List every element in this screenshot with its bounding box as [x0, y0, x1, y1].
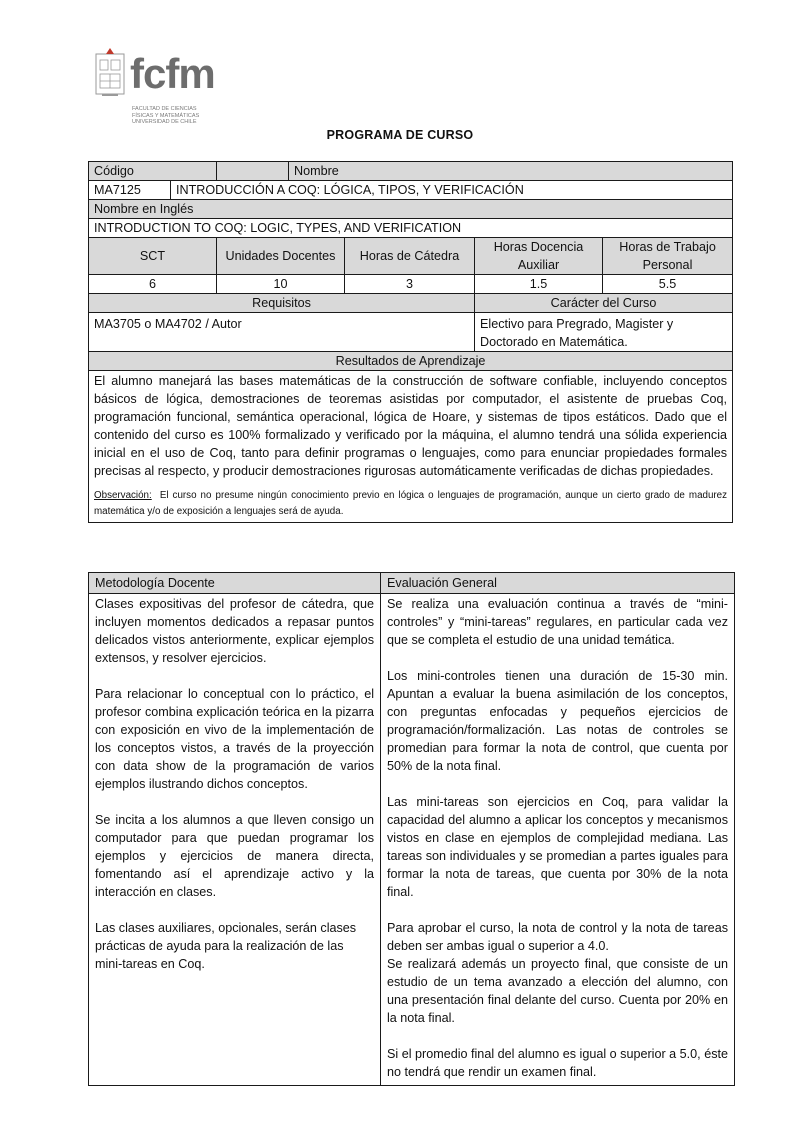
- requisitos-value: MA3705 o MA4702 / Autor: [89, 313, 475, 352]
- requisitos-label: Requisitos: [89, 294, 475, 313]
- horas-personal-value: 5.5: [603, 275, 733, 294]
- horas-auxiliar-value: 1.5: [475, 275, 603, 294]
- unidades-docentes-value: 10: [217, 275, 345, 294]
- course-code: MA7125: [89, 181, 171, 199]
- observacion-text: El curso no presume ningún conocimiento previo en lógica o lenguajes de programación, aunque un cierto grado de madurez matemática y/o de exposición a lenguajes será de ayuda.: [94, 490, 728, 517]
- resultados-label: Resultados de Aprendizaje: [89, 352, 733, 371]
- english-name-label: Nombre en Inglés: [89, 200, 733, 219]
- logo-faculty-line: FACULTAD DE CIENCIAS: [132, 106, 197, 112]
- metodologia-paragraph: Clases expositivas del profesor de cátedra, que incluyen momentos dedicados a repasar puntos delicados vistos anteriormente, explicar ejemplos extensos, y resolver ejercicios.: [95, 597, 374, 665]
- evaluacion-label: Evaluación General: [381, 573, 735, 594]
- horas-catedra-value: 3: [345, 275, 475, 294]
- sct-value: 6: [89, 275, 217, 294]
- unidades-docentes-header: Unidades Docentes: [217, 238, 345, 275]
- codigo-label: Código: [89, 162, 217, 181]
- evaluacion-paragraph: Se realizará además un proyecto final, que consiste de un estudio de un tema avanzado a elección del alumno, con una presentación final delante del curso. Cuenta por 20% en la nota final.: [387, 957, 728, 1025]
- horas-personal-header: Horas de Trabajo Personal: [603, 238, 733, 275]
- fcfm-logo: [94, 46, 234, 132]
- logo-wordmark: fcfm: [130, 50, 215, 97]
- evaluacion-paragraph: Las mini-tareas son ejercicios en Coq, para validar la capacidad del alumno a aplicar los conceptos y mecanismos vistos en clase en ejemplos de complejidad mediana. Las tareas son individuales y se promedian a partes iguales para formar la nota de tareas, que cuenta por 30% de la nota final.: [387, 795, 728, 899]
- page-title: PROGRAMA DE CURSO: [326, 128, 474, 142]
- course-name: INTRODUCCIÓN A COQ: LÓGICA, TIPOS, Y VERIFICACIÓN: [176, 183, 524, 197]
- english-name: INTRODUCTION TO COQ: LOGIC, TYPES, AND VERIFICATION: [89, 219, 733, 238]
- horas-auxiliar-header: Horas Docencia Auxiliar: [475, 238, 603, 275]
- course-code-name-row: [89, 181, 733, 200]
- caracter-label: Carácter del Curso: [475, 294, 733, 313]
- metodologia-cell: [89, 594, 381, 1086]
- course-info-table: [88, 161, 733, 523]
- metodologia-paragraph: Para relacionar lo conceptual con lo práctico, el profesor combina explicación teórica en la pizarra con exposición en vivo de la implementación de los conceptos vistos, a través de la proyección con data show de la programación de varios ejemplos ilustrando dichos conceptos.: [95, 687, 374, 791]
- observacion: [94, 488, 727, 520]
- horas-catedra-header: Horas de Cátedra: [345, 238, 475, 275]
- logo-faculty-line: FÍSICAS Y MATEMÁTICAS: [132, 112, 200, 119]
- logo-faculty-line: UNIVERSIDAD DE CHILE: [132, 119, 197, 125]
- resultados-text: El alumno manejará las bases matemáticas de la construcción de software confiable, incluyendo conceptos básicos de lógica, demostraciones de teoremas asistidas por computador, el asistente de pruebas Coq, programación funcional, semántica operacional, lógica de Hoare, y sistemas de tipos estáticos. Dado que el contenido del curso es 100% formalizado y verificado por la máquina, el alumno tendrá una sólida experiencia inicial en el uso de Coq, tanto para definir programas o lenguajes, como para enunciar propiedades formales precisas al respecto, y producir demostraciones rigurosas automáticamente verificadas de dichas propiedades.: [94, 374, 728, 478]
- metodologia-label: Metodología Docente: [89, 573, 381, 594]
- methods-table: [88, 572, 735, 1086]
- evaluacion-paragraph: Se realiza una evaluación continua a través de “mini-controles” y “mini-tareas” regulares, en particular cada vez que se completa el estudio de una unidad temática.: [387, 597, 728, 647]
- evaluacion-paragraph: Para aprobar el curso, la nota de control y la nota de tareas deben ser ambas igual o superior a 4.0.: [387, 921, 728, 953]
- nombre-label: [217, 162, 733, 181]
- evaluacion-paragraph: Si el promedio final del alumno es igual o superior a 5.0, éste no tendrá que rendir un examen final.: [387, 1047, 728, 1079]
- metodologia-paragraph: Las clases auxiliares, opcionales, serán clases prácticas de ayuda para la realización de las mini-tareas en Coq.: [95, 921, 357, 971]
- sct-header: SCT: [89, 238, 217, 275]
- resultados-cell: [89, 371, 733, 523]
- evaluacion-paragraph: Los mini-controles tienen una duración de 15-30 min. Apuntan a evaluar la buena asimilación de los conceptos, con preguntas enfocadas y pequeños ejercicios de programación/formalización. Las notas de controles se promedian para formar la nota de control, que cuenta por 50% de la nota final.: [387, 669, 728, 773]
- metodologia-paragraph: Se incita a los alumnos a que lleven consigo un computador para que puedan programar los ejemplos y ejercicios de manera directa, fomentando así el aprendizaje activo y la interacción en clases.: [95, 813, 374, 899]
- caracter-value: Electivo para Pregrado, Magister y Doctorado en Matemática.: [475, 313, 733, 352]
- evaluacion-cell: [381, 594, 735, 1086]
- nombre-label-text: Nombre: [294, 164, 339, 178]
- observacion-label: Observación:: [94, 490, 152, 501]
